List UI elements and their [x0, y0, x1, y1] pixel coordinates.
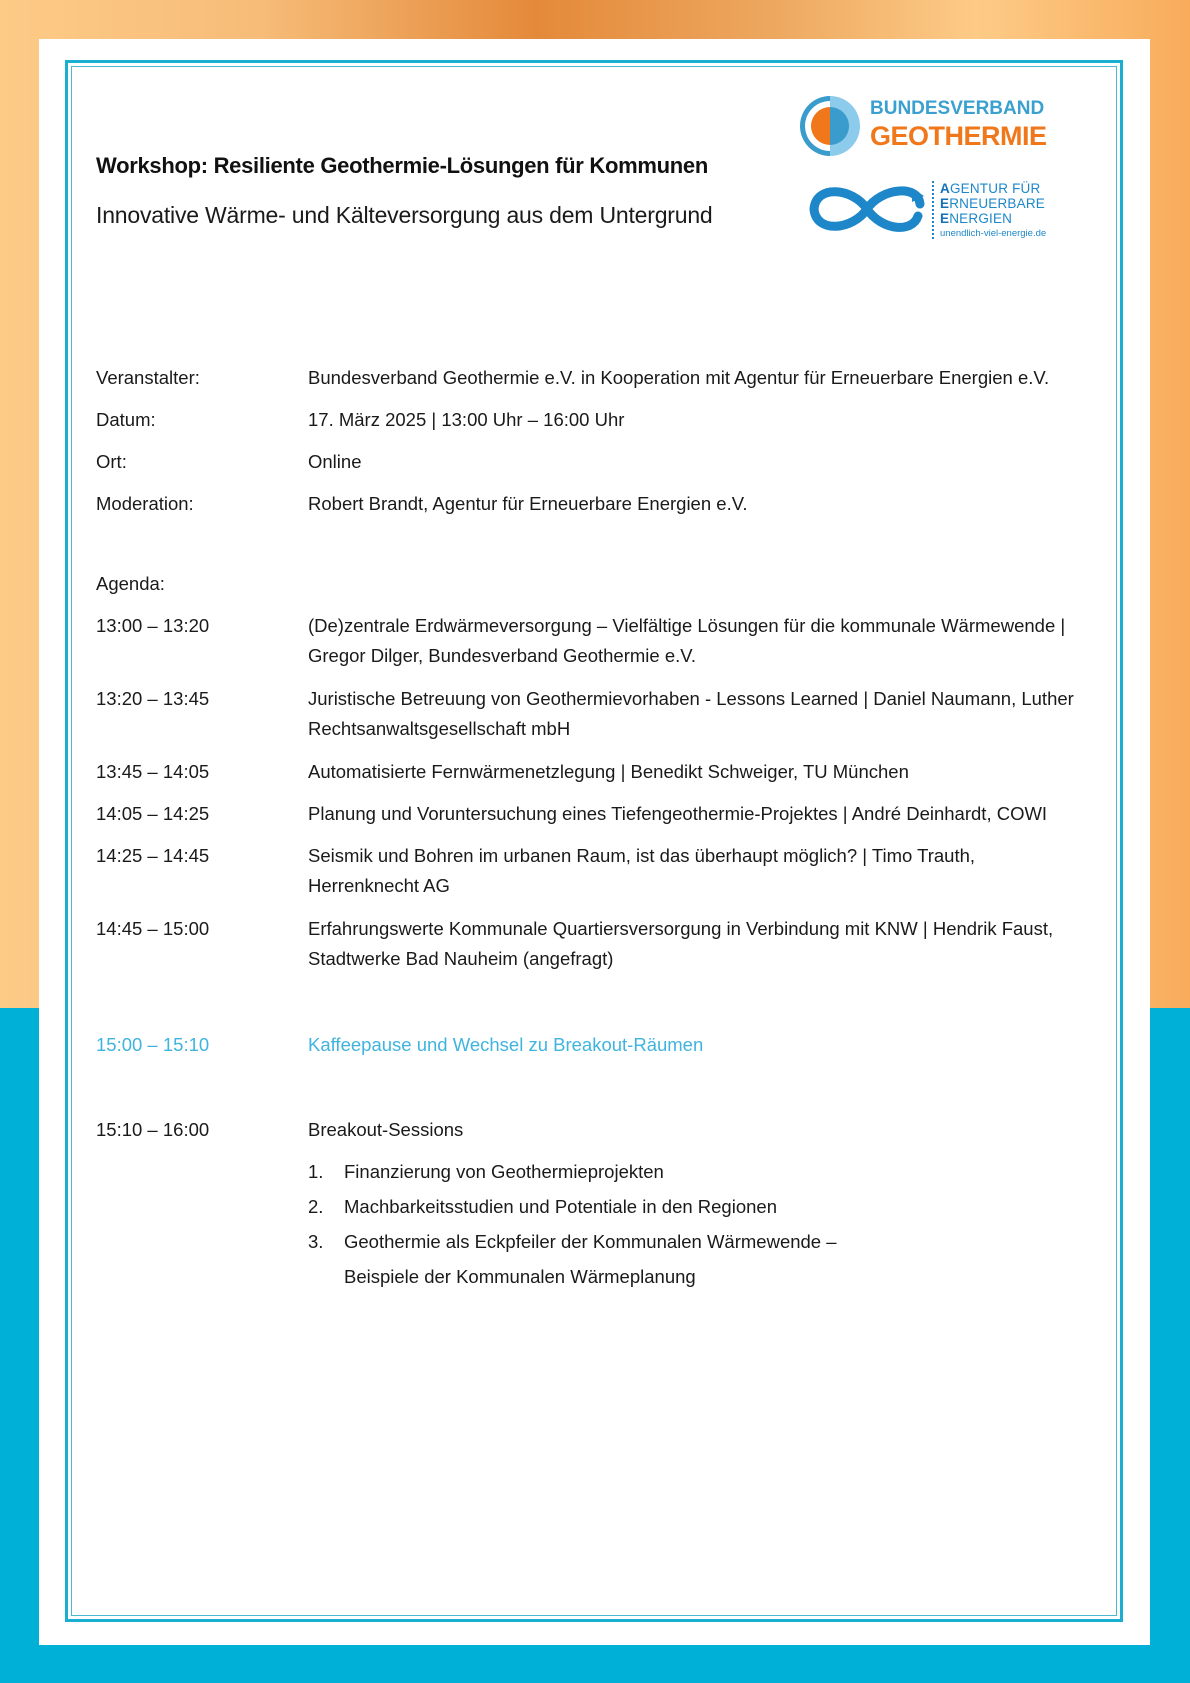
agenda-topic-line1: (De)zentrale Erdwärmeversorgung – Vielfältige Lösungen für die kommunale Wärmewende | [308, 615, 1066, 636]
agenda-time: 13:45 – 14:05 [96, 761, 210, 782]
agenda-topic-line1: Erfahrungswerte Kommunale Quartiersversorgung in Verbindung mit KNW | Hendrik Faust, [308, 918, 1054, 939]
agenda-topic [308, 914, 1188, 974]
agenda-time: 14:05 – 14:25 [96, 803, 210, 824]
agenda-topic-line2: Gregor Dilger, Bundesverband Geothermie e.V. [308, 645, 697, 666]
logo-aee-initial: A [940, 181, 950, 196]
agenda-topic-line2: Herrenknecht AG [308, 875, 450, 896]
agenda-topic: Automatisierte Fernwärmenetzlegung | Benedikt Schweiger, TU München [308, 761, 909, 782]
agenda-topic [308, 611, 1188, 671]
agenda-time: 14:45 – 15:00 [96, 918, 210, 939]
logo-bvg-line1: BUNDESVERBAND [870, 98, 1045, 119]
logo-aee-divider [932, 181, 934, 239]
agenda-time: 14:25 – 14:45 [96, 845, 210, 866]
agenda-breakout-title: Breakout-Sessions [308, 1119, 464, 1140]
agenda-heading-text: Agenda: [96, 573, 165, 594]
agenda-topic-line2: Stadtwerke Bad Nauheim (angefragt) [308, 948, 614, 969]
logo-bvg-line2: GEOTHERMIE [870, 121, 1047, 151]
agenda-topic-line2: Rechtsanwaltsgesellschaft mbH [308, 718, 571, 739]
info-value: Online [308, 451, 362, 472]
agenda-break-time: 15:00 – 15:10 [96, 1034, 210, 1055]
agenda-topic-line1: Juristische Betreuung von Geothermievorhaben - Lessons Learned | Daniel Naumann, Luther [308, 688, 1074, 709]
list-number: 2. [308, 1196, 324, 1217]
agenda-topic [308, 841, 1188, 901]
infinity-arrow-icon [808, 178, 926, 240]
logo-aee-line: NERGIEN [949, 211, 1013, 226]
list-text-line2: Beispiele der Kommunalen Wärmeplanung [344, 1266, 696, 1287]
list-number: 3. [308, 1231, 324, 1252]
agenda-time: 13:00 – 13:20 [96, 615, 210, 636]
list-text [344, 1224, 904, 1294]
logo-aee-url: unendlich-viel-energie.de [940, 228, 1047, 239]
agenda-break-title: Kaffeepause und Wechsel zu Breakout-Räumen [308, 1034, 704, 1055]
info-label: Ort: [96, 451, 127, 472]
list-number: 1. [308, 1161, 324, 1182]
info-label: Veranstalter: [96, 367, 200, 388]
list-text: Finanzierung von Geothermieprojekten [344, 1161, 664, 1182]
logo-agentur-erneuerbare-energien [808, 178, 1058, 248]
info-value: 17. März 2025 | 13:00 Uhr – 16:00 Uhr [308, 409, 625, 430]
info-label: Moderation: [96, 493, 194, 514]
document-subtitle: Innovative Wärme- und Kälteversorgung aus dem Untergrund [96, 202, 713, 228]
agenda-topic [308, 684, 1188, 744]
logo-aee-line: GENTUR FÜR [949, 181, 1041, 196]
logo-aee-text [940, 181, 1045, 226]
logo-aee-line: RNEUERBARE [949, 196, 1045, 211]
agenda-topic: Planung und Voruntersuchung eines Tiefengeothermie-Projektes | André Deinhardt, COWI [308, 803, 1048, 824]
list-text-line1: Geothermie als Eckpfeiler der Kommunalen Wärmewende – [344, 1231, 837, 1252]
logo-aee-initial: E [940, 211, 950, 226]
agenda-time: 13:20 – 13:45 [96, 688, 210, 709]
document-title: Workshop: Resiliente Geothermie-Lösungen für Kommunen [96, 153, 708, 178]
logo-bundesverband-geothermie [798, 94, 1048, 158]
info-label: Datum: [96, 409, 156, 430]
list-text: Machbarkeitsstudien und Potentiale in den Regionen [344, 1196, 777, 1217]
agenda-topic-line1: Seismik und Bohren im urbanen Raum, ist das überhaupt möglich? | Timo Trauth, [308, 845, 976, 866]
half-circle-globe-icon [798, 94, 862, 158]
info-value: Robert Brandt, Agentur für Erneuerbare Energien e.V. [308, 493, 748, 514]
logo-aee-initial: E [940, 196, 950, 211]
info-value: Bundesverband Geothermie e.V. in Kooperation mit Agentur für Erneuerbare Energien e.V. [308, 367, 1050, 388]
agenda-breakout-time: 15:10 – 16:00 [96, 1119, 210, 1140]
